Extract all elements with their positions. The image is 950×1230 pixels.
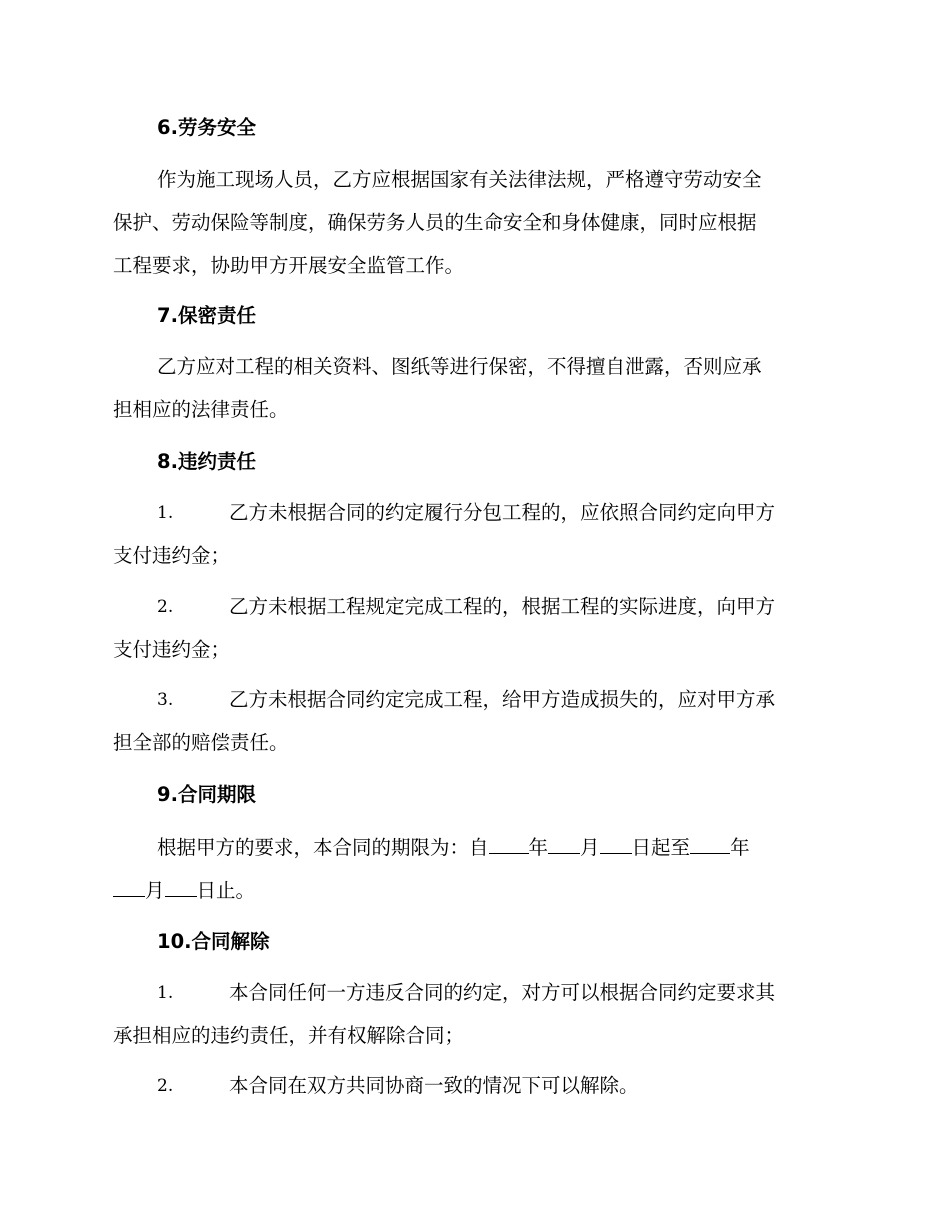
end-year-blank [690,835,730,854]
list-item-text: 担全部的赔偿责任。 [113,731,289,754]
section-heading-contract-term: 9.合同期限 [157,783,256,806]
list-item-number: 1. [157,983,174,1003]
list-item-text: 本合同在双方共同协商一致的情况下可以解除。 [229,1074,639,1097]
paragraph-line: 担相应的法律责任。 [113,398,289,421]
section-heading-labor-safety: 6.劳务安全 [157,116,256,139]
term-month: 月 [580,836,600,859]
start-day-blank [600,835,632,854]
list-item-number: 2. [157,597,174,617]
list-item-text: 乙方未根据合同的约定履行分包工程的，应依照合同约定向甲方 [229,501,776,524]
list-item-text: 乙方未根据合同约定完成工程，给甲方造成损失的，应对甲方承 [229,688,776,711]
section-heading-confidentiality: 7.保密责任 [157,304,256,327]
list-item-number: 2. [157,1076,174,1096]
list-item-number: 3. [157,690,174,710]
list-item-text: 承担相应的违约责任，并有权解除合同； [113,1024,465,1047]
list-item-text: 乙方未根据工程规定完成工程的，根据工程的实际进度，向甲方 [229,595,776,618]
list-item-text: 支付违约金； [113,544,231,567]
term-day: 日起至 [631,836,691,859]
term-end: 日止。 [196,879,256,902]
list-item-text: 本合同任何一方违反合同的约定，对方可以根据合同约定要求其 [229,981,776,1004]
list-item-text: 支付违约金； [113,638,231,661]
paragraph-line: 工程要求，协助甲方开展安全监管工作。 [113,254,465,277]
list-item-number: 1. [157,503,174,523]
term-year2: 年 [730,836,750,859]
end-month-blank [113,878,145,897]
section-heading-breach-liability: 8.违约责任 [157,450,256,473]
section-heading-termination: 10.合同解除 [157,930,270,953]
term-line [157,835,750,860]
term-year: 年 [528,836,549,859]
term-line [113,878,255,903]
paragraph-line: 保护、劳动保险等制度，确保劳务人员的生命安全和身体健康，同时应根据 [113,211,757,234]
term-lead: 根据甲方的要求，本合同的期限为：自 [157,836,489,859]
paragraph-line: 作为施工现场人员，乙方应根据国家有关法律法规，严格遵守劳动安全 [157,168,762,191]
start-month-blank [548,835,580,854]
end-day-blank [165,878,197,897]
paragraph-line: 乙方应对工程的相关资料、图纸等进行保密，不得擅自泄露，否则应承 [157,355,762,378]
term-month2: 月 [145,879,165,902]
start-year-blank [489,835,529,854]
